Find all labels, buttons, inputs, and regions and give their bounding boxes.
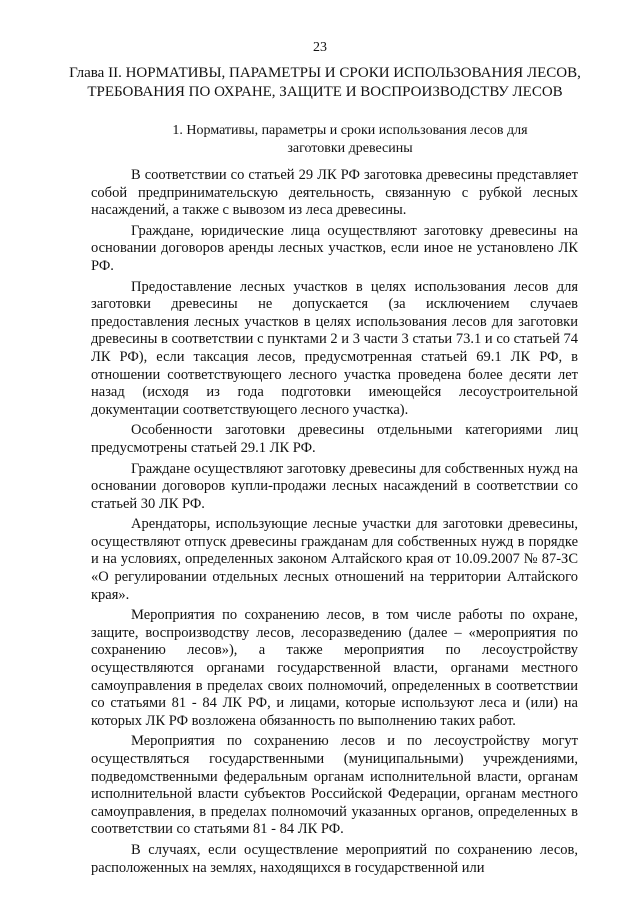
chapter-title: Глава II. НОРМАТИВЫ, ПАРАМЕТРЫ И СРОКИ ИСПОЛЬЗОВАНИЯ ЛЕСОВ, ТРЕБОВАНИЯ ПО ОХРАНЕ, ЗАЩИТЕ И ВОСПРОИЗВОДСТВУ ЛЕСОВ xyxy=(69,65,581,100)
paragraph: Граждане осуществляют заготовку древесины для собственных нужд на основании договоров купли-продажи лесных насаждений в соответствии со статьей 30 ЛК РФ. xyxy=(91,460,578,512)
paragraph: Граждане, юридические лица осуществляют заготовку древесины на основании договоров аренды лесных участков, если иное не установлено ЛК РФ. xyxy=(91,222,578,274)
paragraph: Мероприятия по сохранению лесов и по лесоустройству могут осуществляться государственными (муниципальными) учреждениями, подведомственными федеральным органам исполнительной власти, органам исполнительной власти субъектов Российской Федерации, органам местного самоуправления, в пределах полномочий указанных органов, определенных в соответствии со статьями 81 - 84 ЛК РФ. xyxy=(91,733,578,838)
paragraph: Арендаторы, использующие лесные участки для заготовки древесины, осуществляют отпуск древесины гражданам для собственных нужд в порядке и на условиях, определенных законом Алтайского края от 10.09.2007 № 87-ЗС «О регулировании отдельных лесных отношений на территории Алтайского края». xyxy=(91,516,578,603)
paragraph: Мероприятия по сохранению лесов, в том числе работы по охране, защите, воспроизводству лесов, лесоразведению (далее – «мероприятия по сохранению лесов»), а также мероприятия по лесоустройству осуществляются органами государственной власти, органами местного самоуправления в пределах своих полномочий, определенных в соответствии со статьями 81 - 84 ЛК РФ, и лицами, которые используют леса и (или) на которых ЛК РФ возложена обязанность по выполнению таких работ. xyxy=(91,607,578,729)
section-title: 1. Нормативы, параметры и сроки использования лесов для заготовки древесины xyxy=(172,123,528,156)
paragraph: Особенности заготовки древесины отдельными категориями лиц предусмотрены статьей 29.1 ЛК РФ. xyxy=(91,422,578,456)
page-number: 23 xyxy=(313,40,327,55)
paragraph: В соответствии со статьей 29 ЛК РФ заготовка древесины представляет собой предпринимательскую деятельность, связанную с рубкой лесных насаждений, а также с вывозом из леса древесины. xyxy=(91,167,578,219)
body-text xyxy=(91,167,578,877)
paragraph: В случаях, если осуществление мероприятий по сохранению лесов, расположенных на землях, находящихся в государственной или xyxy=(91,841,578,876)
paragraph: Предоставление лесных участков в целях использования лесов для заготовки древесины не допускается (за исключением случаев предоставления лесных участков в целях использования лесов для заготовки древесины в соответствии с пунктами 2 и 3 части 3 статьи 73.1 и со статьей 74 ЛК РФ), если таксация лесов, предусмотренная статьей 69.1 ЛК РФ, в отношении соответствующего лесного участка проведена более десяти лет назад (исходя из года подготовки имеющейся лесоустроительной документации соответствующего лесного участка). xyxy=(91,278,578,418)
